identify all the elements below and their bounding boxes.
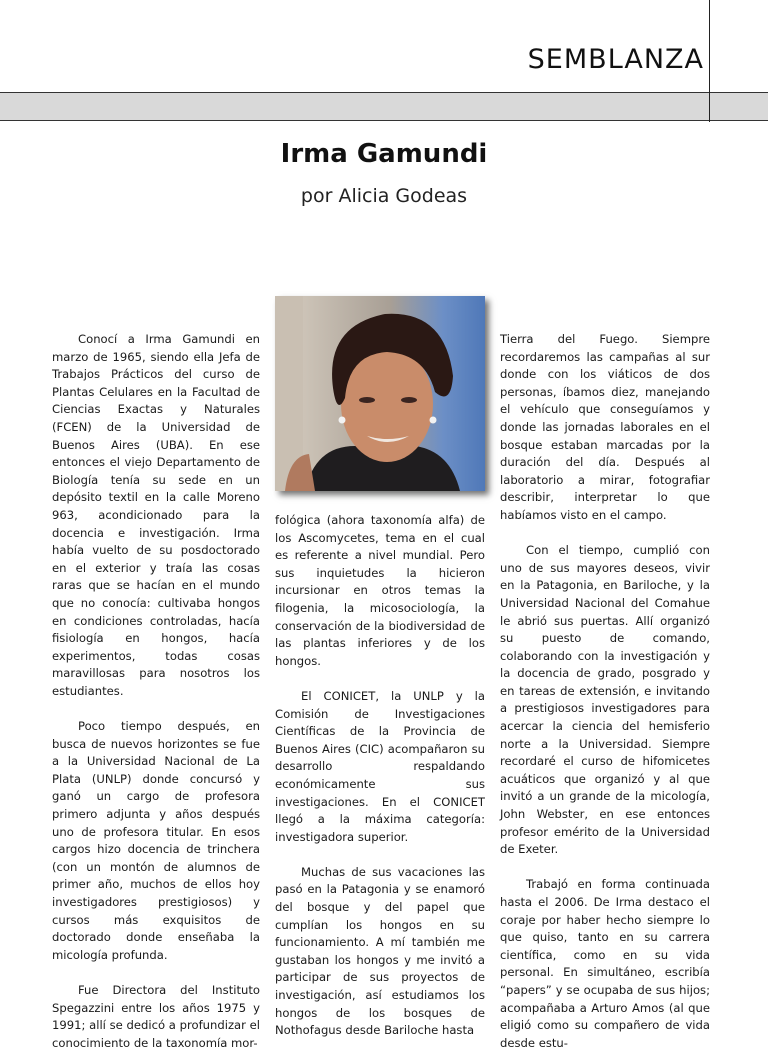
paragraph: Fue Directora del Instituto Spegazzini entre los años 1975 y 1991; allí se dedicó a profundizar el conocimiento de la taxonomía mor- bbox=[52, 982, 260, 1050]
paragraph: fológica (ahora taxonomía alfa) de los Ascomycetes, tema en el cual es referente a nivel mundial. Pero sus inquietudes la hicieron incursionar en otros temas la filogenia, la micosociología, la conservación de la biodiversidad de las plantas inferiores y de los hongos. bbox=[275, 513, 485, 668]
text-column-2 bbox=[275, 512, 485, 1040]
paragraph: Muchas de sus vacaciones las pasó en la Patagonia y se enamoró del bosque y del papel que cumplían los hongos en su funcionamiento. A mí también me gustaban los hongos y me invitó a participar de sus proyectos de investigación, así estudiamos los hongos de los bosques de Nothofagus desde Bariloche hasta bbox=[275, 864, 485, 1038]
article-title: Irma Gamundi bbox=[280, 139, 488, 169]
paragraph: Tierra del Fuego. Siempre recordaremos las campañas al sur donde con los viáticos de dos personas, íbamos diez, manejando el vehículo que conseguíamos y donde las jornadas laborales en el bosque estaban marcadas por la duración del día. Después al laboratorio a mirar, fotografiar describir, interpretar lo que habíamos visto en el campo. bbox=[500, 332, 710, 522]
paragraph: Trabajó en forma continuada hasta el 2006. De Irma destaco el coraje por haber hecho siempre lo que quiso, tanto en su carrera científica, como en su vida personal. En simultáneo, escribía “papers” y se ocupaba de sus hijos; acompañaba a Arturo Amos (al que eligió como su compañero de vida desde estu- bbox=[500, 877, 710, 1050]
header-band bbox=[0, 92, 768, 121]
paragraph: Poco tiempo después, en busca de nuevos horizontes se fue a la Universidad Nacional de La Plata (UNLP) donde concursó y ganó un cargo de profesora primero adjunta y años después uno de profesora titular. En esos cargos hizo docencia de trinchera (con un montón de alumnos de primer año, muchos de ellos hoy investigadores prestigiosos) y cursos más exquisitos de doctorado donde enseñaba la micología profunda. bbox=[52, 719, 260, 962]
section-label: SEMBLANZA bbox=[527, 44, 704, 75]
portrait-illustration bbox=[275, 296, 485, 491]
text-column-3 bbox=[500, 331, 710, 1052]
header-band-divider bbox=[709, 92, 710, 122]
paragraph: Conocí a Irma Gamundi en marzo de 1965, siendo ella Jefa de Trabajos Prácticos del curso de Plantas Celulares en la Facultad de Ciencias Exactas y Naturales (FCEN) de la Universidad de Buenos Aires (UBA). En ese entonces el viejo Departamento de Biología tenía su sede en un depósito textil en la calle Moreno 963, acondicionado para la docencia e investigación. Irma había vuelto de su posdoctorado en el exterior y traía las cosas raras que se hacían en el mundo que no conocía: cultivaba hongos en condiciones controladas, hacía fisiología en hongos, hacía experimentos, todas cosas maravillosas para nosotros los estudiantes. bbox=[52, 332, 260, 698]
text-column-1 bbox=[52, 331, 260, 1052]
paragraph: Con el tiempo, cumplió con uno de sus mayores deseos, vivir en la Patagonia, en Bariloche, y la Universidad Nacional del Comahue le abrió sus puertas. Allí organizó su puesto de comando, colaborando con la investigación y la docencia de grado, posgrado y en tareas de extensión, e invitando a prestigiosos investigadores para acercar la ciencia del hemisferio norte a la Universidad. Siempre recordaré el curso de hifomicetes acuáticos que organizó y al que invitó a un grande de la micología, John Webster, en ese entonces profesor emérito de la Universidad de Exeter. bbox=[500, 543, 710, 857]
paragraph: El CONICET, la UNLP y la Comisión de Investigaciones Científicas de la Provincia de Buenos Aires (CIC) acompañaron su desarrollo respaldando económicamente sus investigaciones. En el CONICET llegó a la máxima categoría: investigadora superior. bbox=[275, 688, 485, 844]
article-author: por Alicia Godeas bbox=[300, 185, 468, 207]
portrait-photo bbox=[275, 296, 485, 491]
